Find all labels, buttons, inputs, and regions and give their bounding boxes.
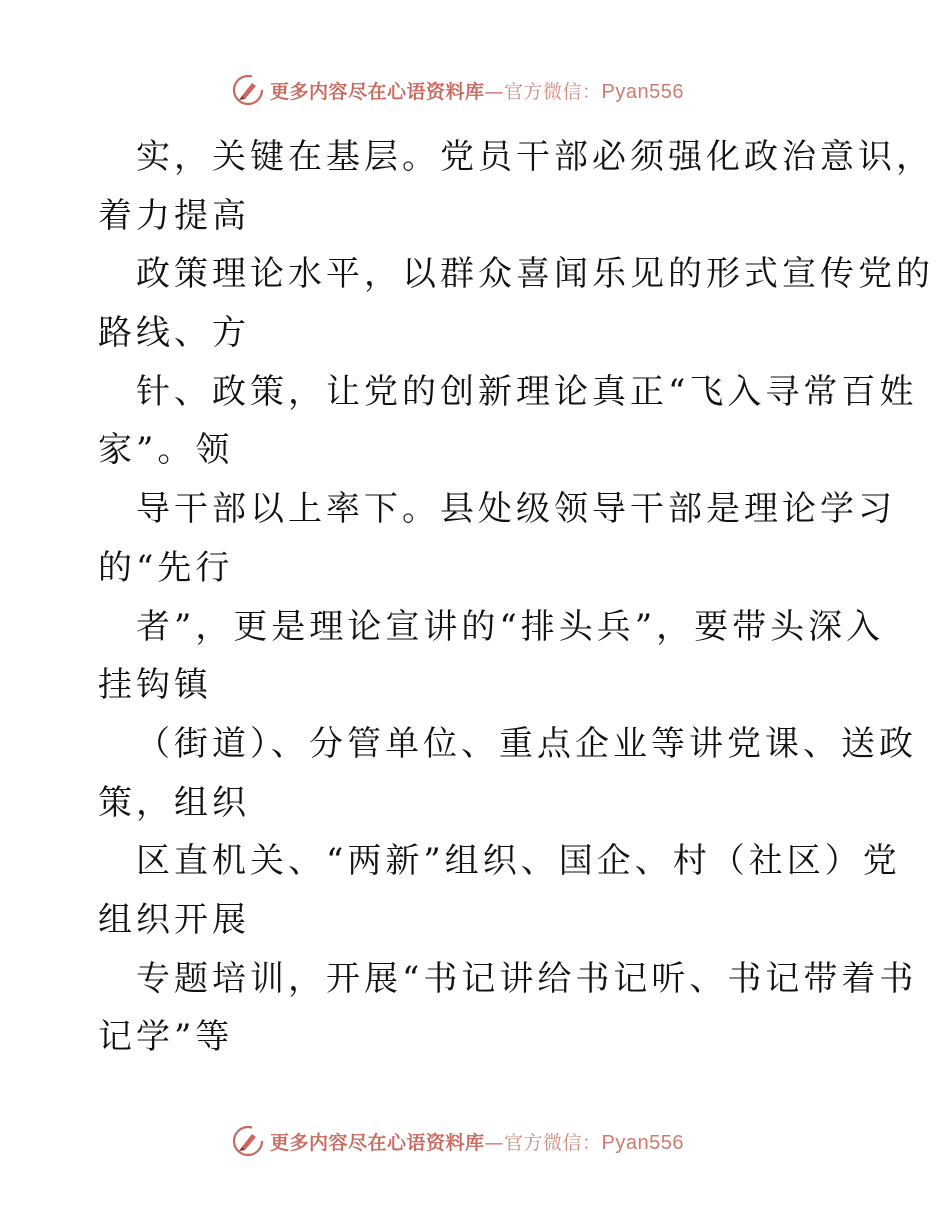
watermark-site: 更多内容尽在心语资料库 [270,1131,485,1154]
watermark-account: Pyan556 [601,1131,684,1154]
paragraph-line: 者”，更是理论宣讲的“排头兵”，要带头深入 [136,606,885,647]
watermark-label: 官方微信： [504,80,602,103]
watermark-site: 更多内容尽在心语资料库 [270,80,485,103]
watermark-separator: — [484,80,505,103]
paragraph-line: 挂钩镇 [98,665,212,706]
paragraph-line: 导干部以上率下。县处级领导干部是理论学习 [136,489,896,530]
watermark-account: Pyan556 [601,80,684,103]
paragraph-line: 专题培训，开展“书记讲给书记听、书记带着书 [136,958,918,999]
paragraph-line: 政策理论水平，以群众喜闻乐见的形式宣传党的 [136,254,934,295]
paragraph-line: 针、政策，让党的创新理论真正“飞入寻常百姓 [136,371,918,412]
watermark-separator: — [484,1131,505,1154]
pen-nib-logo-icon [232,1125,264,1157]
paragraph-line: 着力提高 [98,195,250,236]
document-body [98,128,934,1067]
paragraph-line: 记学”等 [98,1017,234,1058]
paragraph-line: 组织开展 [98,899,250,940]
watermark-text [270,1128,684,1155]
watermark-label: 官方微信： [504,1131,602,1154]
watermark-footer [232,1123,684,1159]
paragraph-line: 的“先行 [98,547,234,588]
watermark-header [232,72,684,108]
paragraph-line: 区直机关、“两新”组织、国企、村（社区）党 [136,841,901,882]
paragraph-line: 路线、方 [98,313,250,354]
pen-nib-logo-icon [232,74,264,106]
paragraph-line: （街道）、分管单位、重点企业等讲党课、送政 [136,723,917,764]
paragraph-line: 实，关键在基层。党员干部必须强化政治意识， [136,137,934,177]
paragraph-line: 策，组织 [98,782,250,823]
paragraph-line: 家”。领 [98,430,234,471]
watermark-text [270,77,684,104]
